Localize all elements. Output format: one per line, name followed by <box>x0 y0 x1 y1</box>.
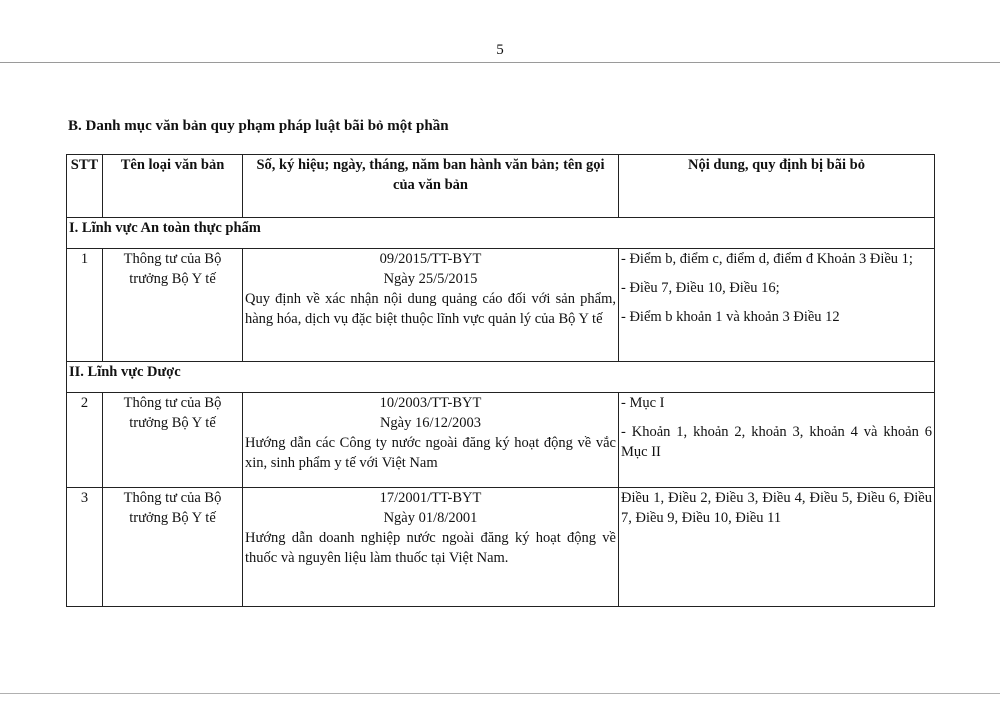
section-title: B. Danh mục văn bản quy phạm pháp luật bãi bỏ một phần <box>68 118 449 134</box>
document-date: Ngày 16/12/2003 <box>379 415 482 431</box>
document-title: Hướng dẫn doanh nghiệp nước ngoài đăng ký hoạt động về thuốc và nguyên liệu làm thuốc tại Việt Nam. <box>245 530 616 566</box>
document-number: 17/2001/TT-BYT <box>379 490 482 506</box>
content-item: - Khoản 1, khoản 2, khoản 3, khoản 4 và khoản 6 Mục II <box>621 424 932 460</box>
header-document-info: Số, ký hiệu; ngày, tháng, năm ban hành văn bản; tên gọi của văn bản <box>243 155 619 218</box>
header-repealed-content: Nội dung, quy định bị bãi bỏ <box>619 155 935 218</box>
row-document-info <box>243 488 619 607</box>
row-document-type: Thông tư của Bộ trưởng Bộ Y tế <box>103 393 243 488</box>
row-repealed-content <box>619 488 935 607</box>
regulation-table <box>66 154 935 607</box>
document-date: Ngày 01/8/2001 <box>383 510 478 526</box>
content-item: - Điều 7, Điều 10, Điều 16; <box>621 280 780 296</box>
content-item: - Mục I <box>621 395 665 411</box>
group-row <box>67 218 935 249</box>
row-repealed-content <box>619 249 935 362</box>
row-document-type: Thông tư của Bộ trưởng Bộ Y tế <box>103 488 243 607</box>
row-document-info <box>243 249 619 362</box>
header-divider <box>0 62 1000 63</box>
document-number: 10/2003/TT-BYT <box>379 395 482 411</box>
document-title: Quy định về xác nhận nội dung quảng cáo đối với sản phẩm, hàng hóa, dịch vụ đặc biệt thuộc lĩnh vực quản lý của Bộ Y tế <box>245 291 616 327</box>
row-repealed-content <box>619 393 935 488</box>
document-date: Ngày 25/5/2015 <box>383 271 478 287</box>
page-number: 5 <box>496 42 504 58</box>
content-item: - Điểm b, điểm c, điểm d, điểm đ Khoản 3 Điều 1; <box>621 251 913 267</box>
table-row <box>67 488 935 607</box>
header-document-type: Tên loại văn bản <box>103 155 243 218</box>
row-stt: 1 <box>67 249 103 362</box>
row-document-info <box>243 393 619 488</box>
row-document-type: Thông tư của Bộ trưởng Bộ Y tế <box>103 249 243 362</box>
content-item: Điều 1, Điều 2, Điều 3, Điều 4, Điều 5, Điều 6, Điều 7, Điều 9, Điều 10, Điều 11 <box>621 490 932 526</box>
document-number: 09/2015/TT-BYT <box>379 251 482 267</box>
document-title: Hướng dẫn các Công ty nước ngoài đăng ký hoạt động về vắc xin, sinh phẩm y tế với Việt Nam <box>245 435 616 471</box>
content-item: - Điểm b khoản 1 và khoản 3 Điều 12 <box>621 309 840 325</box>
table-row <box>67 393 935 488</box>
table-header-row <box>67 155 935 218</box>
table-row <box>67 249 935 362</box>
header-stt: STT <box>67 155 103 218</box>
group-title-food-safety: I. Lĩnh vực An toàn thực phẩm <box>67 218 935 249</box>
group-title-pharmacy: II. Lĩnh vực Dược <box>67 362 935 393</box>
footer-divider <box>0 693 1000 694</box>
row-stt: 2 <box>67 393 103 488</box>
row-stt: 3 <box>67 488 103 607</box>
group-row <box>67 362 935 393</box>
